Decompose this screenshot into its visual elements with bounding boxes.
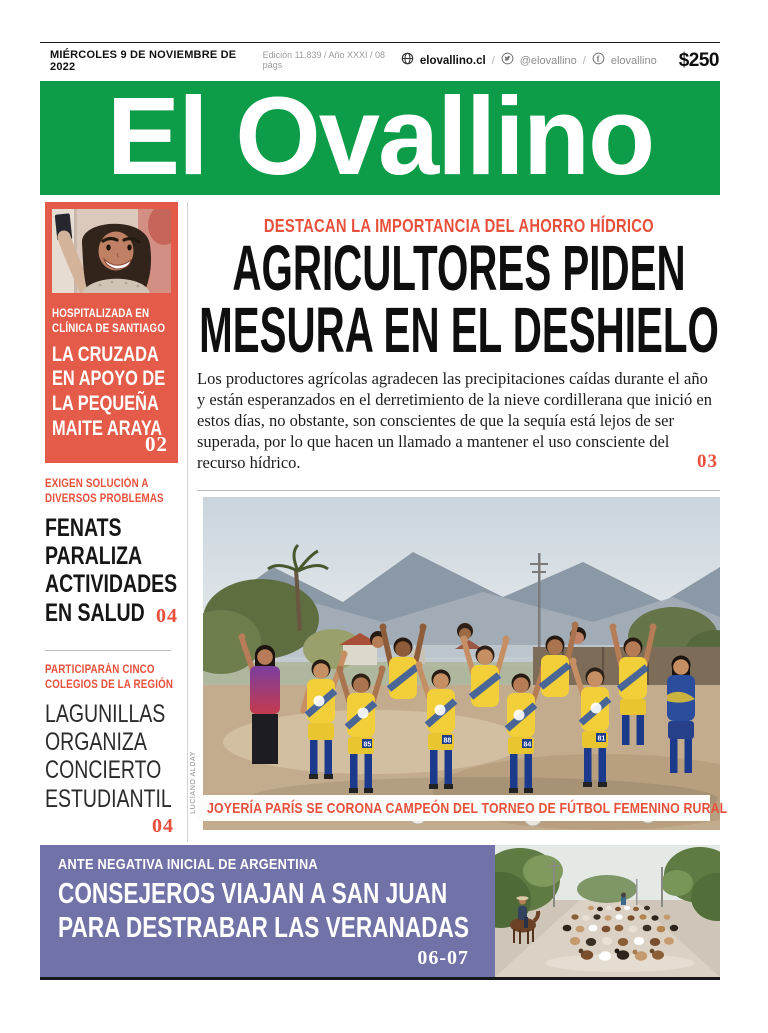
main-rule [197, 490, 720, 491]
masthead-banner [40, 75, 720, 198]
separator: / [582, 55, 586, 67]
main-lede: Los productores agrícolas agradecen las precipitaciones caídas durante el año y están esperanzados en el derretimiento de la nieve cordillerana que inició en estos días, no obstante, son conscientes de que la sequía está lejos de ser superada, por lo que hacen un llamado a mantener el uso consciente del recurso hídrico. 03 [197, 368, 720, 474]
website-text: elovallino.cl [419, 55, 486, 67]
twitter-icon [501, 52, 514, 70]
story-kicker: PARTICIPARÁN CINCO COLEGIOS DE LA REGIÓN [45, 664, 174, 691]
dateline [50, 49, 719, 73]
sidebar-story-maite [45, 202, 178, 463]
svg-text:f: f [596, 53, 600, 64]
story-kicker: EXIGEN SOLUCIÓN A DIVERSOS PROBLEMAS [45, 478, 164, 505]
story-headline: FENATS PARALIZA ACTIVIDADES EN SALUD [45, 513, 178, 627]
goat-herd-photo [495, 845, 720, 977]
twitter-handle-text: @elovallino [519, 55, 577, 67]
main-headline [197, 232, 720, 366]
photo-caption [197, 795, 728, 821]
masthead-title: El Ovallino [106, 75, 654, 198]
facebook-icon [592, 52, 605, 70]
top-rule [40, 42, 720, 43]
girl-photo [52, 209, 171, 298]
bottom-rule [40, 977, 720, 980]
bottom-story-box [40, 845, 495, 977]
story-headline: LA CRUZADA EN APOYO DE LA PEQUEÑA MAITE ARAYA [52, 342, 166, 440]
story-headline [58, 878, 487, 945]
page-number: 02 [145, 432, 168, 456]
caption-text: JOYERÍA PARÍS SE CORONA CAMPEÓN DEL TORNEO DE FÚTBOL FEMENINO RURAL [207, 799, 728, 817]
story-kicker: ANTE NEGATIVA INICIAL DE ARGENTINA [58, 856, 318, 873]
story-kicker: HOSPITALIZADA EN CLÍNICA DE SANTIAGO [52, 308, 166, 335]
page-number: 03 [697, 451, 718, 473]
svg-text:81: 81 [597, 735, 606, 743]
svg-text:85: 85 [363, 741, 372, 749]
photo-credit: LUCIANO ALDAY [190, 751, 197, 814]
separator: / [491, 55, 495, 67]
dateline-right [401, 50, 719, 72]
date-text: MIÉRCOLES 9 DE NOVIEMBRE DE 2022 [50, 49, 237, 73]
column-divider [187, 202, 188, 842]
sidebar-divider [45, 650, 171, 651]
svg-text:84: 84 [523, 741, 532, 749]
globe-icon [401, 52, 414, 70]
main-kicker: DESTACAN LA IMPORTANCIA DEL AHORRO HÍDRICO [263, 216, 654, 236]
price-text: $250 [678, 50, 719, 71]
headline-line: AGRICULTORES PIDEN [231, 232, 686, 304]
svg-text:88: 88 [443, 737, 452, 745]
sidebar-story-lagunillas [45, 663, 178, 838]
story-headline: LAGUNILLAS ORGANIZA CONCIERTO ESTUDIANTIL [45, 699, 172, 813]
page-number: 04 [152, 814, 174, 837]
sidebar-story-fenats [45, 477, 178, 627]
headline-line: MESURA EN EL DESHIELO [198, 294, 719, 366]
headline-line: CONSEJEROS VIAJAN A SAN JUAN [58, 878, 448, 910]
facebook-handle-text: elovallino [610, 55, 657, 67]
page-number: 04 [156, 604, 178, 627]
edition-text: Edición 11.839 / Año XXXI / 08 págs [262, 50, 386, 70]
dateline-left [50, 49, 401, 73]
soccer-photo [190, 497, 728, 830]
headline-line: PARA DESTRABAR LAS VERANADAS [58, 911, 469, 944]
page-number: 06-07 [417, 947, 469, 969]
